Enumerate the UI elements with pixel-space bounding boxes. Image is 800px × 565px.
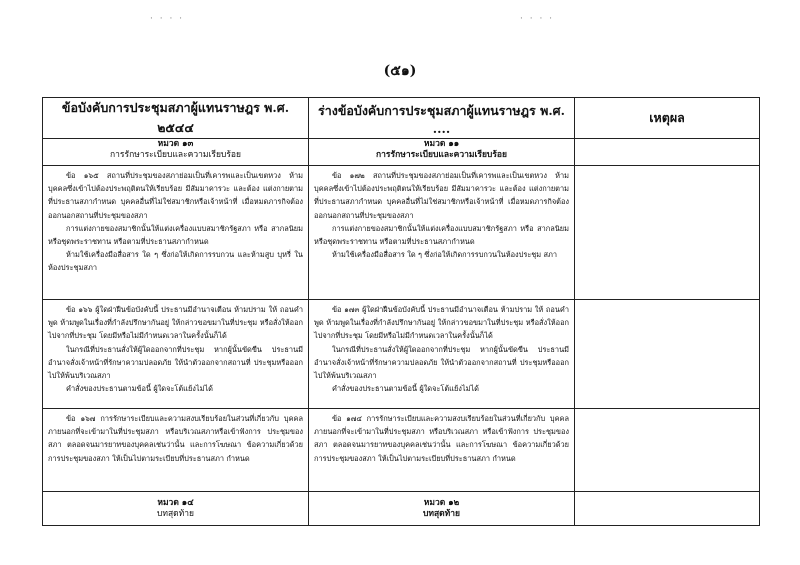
clause-paragraph: ห้ามใช้เครื่องมือสื่อสาร ใด ๆ ซึ่งก่อให้เกิดการรบกวนในห้องประชุม สภา (332, 250, 558, 260)
chapter-old-number: หมวด ๑๔ (157, 497, 194, 508)
clause-paragraph: ข้อ ๑๗๒ สถานที่ประชุมของสภาย่อมเป็นที่เคารพและเป็นเขตหวง ห้ามบุคคลซึ่งเข้าไปต้องประพฤติตนให้เรียบร้อย มีสัมมาคารวะ และต้อง แต่งกายตามที่ประธานสภากำหนด บุคคลอื่นที่ไม่ใช่สมาชิกหรือเจ้าหน้าที่ เมื่อหมดภารกิจต้องออกนอกสถานที่ประชุมของสภา (314, 171, 569, 220)
reason-cell (575, 409, 760, 492)
clause-paragraph: คำสั่งของประธานตามข้อนี้ ผู้ใดจะโต้แย้งไม่ได้ (332, 384, 479, 394)
scan-mark-left: · · · · (150, 14, 185, 24)
clause-paragraph: ในกรณีที่ประธานสั่งให้ผู้ใดออกจากที่ประชุม หากผู้นั้นขัดขืน ประธานมีอำนาจสั่งเจ้าหน้าที่รักษาความปลอดภัย ให้นำตัวออกจากสถานที่ ประชุมหรือออกไปให้พ้นบริเวณสภา (314, 344, 569, 381)
chapter-new-title: บทสุดท้าย (422, 508, 461, 519)
table-row (43, 166, 760, 300)
header-row (43, 98, 760, 139)
old-clause-cell (43, 300, 309, 409)
chapter-new (309, 492, 575, 526)
table-row (43, 300, 760, 409)
clause-paragraph: ข้อ ๑๖๗ การรักษาระเบียบและความสงบเรียบร้อยในส่วนที่เกี่ยวกับ บุคคลภายนอกที่จะเข้ามาในที่ประชุมสภา หรือบริเวณสภาหรือเข้าฟังการ ประชุมของสภา ตลอดจนมารยาทของบุคคลเช่นว่านั้น และการโฆษณา ข้อความเกี่ยวด้วยการประชุมของสภา ให้เป็นไปตามระเบียบที่ประธานสภา กำหนด (48, 414, 303, 463)
chapter-reason-empty (575, 492, 760, 526)
new-clause-cell (309, 166, 575, 300)
clause-paragraph: ข้อ ๑๖๖ ผู้ใดฝ่าฝืนข้อบังคับนี้ ประธานมีอำนาจเตือน ห้ามปราม ให้ ถอนคำพูด ห้ามพูดในเรื่องที่กำลังปรึกษากันอยู่ ให้กล่าวขอขมาในที่ประชุม หรือสั่งให้ออกไปจากที่ประชุม โดยมีหรือไม่มีกำหนดเวลาในครั้งนั้นก็ได้ (48, 305, 303, 341)
reason-cell (575, 166, 760, 300)
chapter-old-title: บทสุดท้าย (156, 508, 195, 519)
header-draft-regulation: ร่างข้อบังคับการประชุมสภาผู้แทนราษฎร พ.ศ. .... (309, 98, 575, 139)
old-clause-cell (43, 409, 309, 492)
old-clause-cell (43, 166, 309, 300)
clause-paragraph: ในกรณีที่ประธานสั่งให้ผู้ใดออกจากที่ประชุม หากผู้นั้นขัดขืน ประธานมีอำนาจสั่งเจ้าหน้าที่รักษาความปลอดภัย ให้นำตัวออกจากสถานที่ ประชุมหรือออกไปให้พ้นบริเวณสภา (48, 344, 303, 381)
new-clause-cell (309, 409, 575, 492)
chapter-row-bottom (43, 492, 760, 526)
clause-paragraph: ห้ามใช้เครื่องมือสื่อสาร ใด ๆ ซึ่งก่อให้เกิดการรบกวน และห้ามสูบ บุหรี่ ในห้องประชุมสภา (48, 250, 303, 273)
chapter-old (43, 139, 309, 166)
clause-paragraph: ข้อ ๑๗๔ การรักษาระเบียบและความสงบเรียบร้อยในส่วนที่เกี่ยวกับ บุคคลภายนอกที่จะเข้ามาในที่ประชุมสภา หรือบริเวณสภา หรือเข้าฟังการ ประชุมของสภา ตลอดจนมารยาทของบุคคลเช่นว่านั้น และการโฆษณา ข้อความเกี่ยวด้วยการประชุมของสภา ให้เป็นไปตามระเบียบที่ประธานสภา กำหนด (314, 414, 569, 463)
chapter-new-number: หมวด ๑๑ (423, 139, 460, 149)
chapter-row-top (43, 139, 760, 166)
chapter-new (309, 139, 575, 166)
header-old-regulation: ข้อบังคับการประชุมสภาผู้แทนราษฎร พ.ศ. ๒๕๔๔ (43, 98, 309, 139)
clause-paragraph: ข้อ ๑๗๓ ผู้ใดฝ่าฝืนข้อบังคับนี้ ประธานมีอำนาจเตือน ห้ามปราม ให้ ถอนคำพูด ห้ามพูดในเรื่องที่กำลังปรึกษากันอยู่ ให้กล่าวขอขมาในที่ประชุม หรือสั่งให้ออกไปจากที่ประชุม โดยมีหรือไม่มีกำหนดเวลาในครั้งนั้นก็ได้ (314, 305, 569, 341)
reason-cell (575, 300, 760, 409)
clause-paragraph: คำสั่งของประธานตามข้อนี้ ผู้ใดจะโต้แย้งไม่ได้ (66, 384, 213, 394)
clause-paragraph: ข้อ ๑๖๕ สถานที่ประชุมของสภาย่อมเป็นที่เคารพและเป็นเขตหวง ห้าม บุคคลซึ่งเข้าไปต้องประพฤติตนให้เรียบร้อย มีสัมมาคารวะ และต้อง แต่งกายตามที่ประธานสภากำหนด บุคคลอื่นที่ไม่ใช่สมาชิกหรือเจ้าหน้าที่ เมื่อหมดภารกิจต้องออกนอกสถานที่ประชุมของสภา (48, 171, 303, 220)
header-reason: เหตุผล (575, 98, 760, 139)
clause-paragraph: การแต่งกายของสมาชิกนั้นให้แต่งเครื่องแบบสมาชิกรัฐสภา หรือ สากลนิยม หรือชุดพระราชทาน หรือตามที่ประธานสภากำหนด (48, 223, 303, 247)
clause-paragraph: การแต่งกายของสมาชิกนั้นให้แต่งเครื่องแบบสมาชิกรัฐสภา หรือ สากลนิยม หรือชุดพระราชทาน หรือตามที่ประธานสภากำหนด (314, 223, 569, 247)
new-clause-cell (309, 300, 575, 409)
chapter-old (43, 492, 309, 526)
chapter-new-number: หมวด ๑๒ (423, 497, 460, 508)
scan-mark-right: · · · · (520, 14, 555, 24)
chapter-old-title: การรักษาระเบียบและความเรียบร้อย (110, 150, 241, 160)
table-row (43, 409, 760, 492)
page-number: (๕๑) (383, 63, 417, 79)
chapter-reason-empty (575, 139, 760, 166)
chapter-new-title: การรักษาระเบียบและความเรียบร้อย (376, 150, 507, 160)
chapter-old-number: หมวด ๑๓ (157, 139, 194, 149)
comparison-table (42, 97, 760, 526)
